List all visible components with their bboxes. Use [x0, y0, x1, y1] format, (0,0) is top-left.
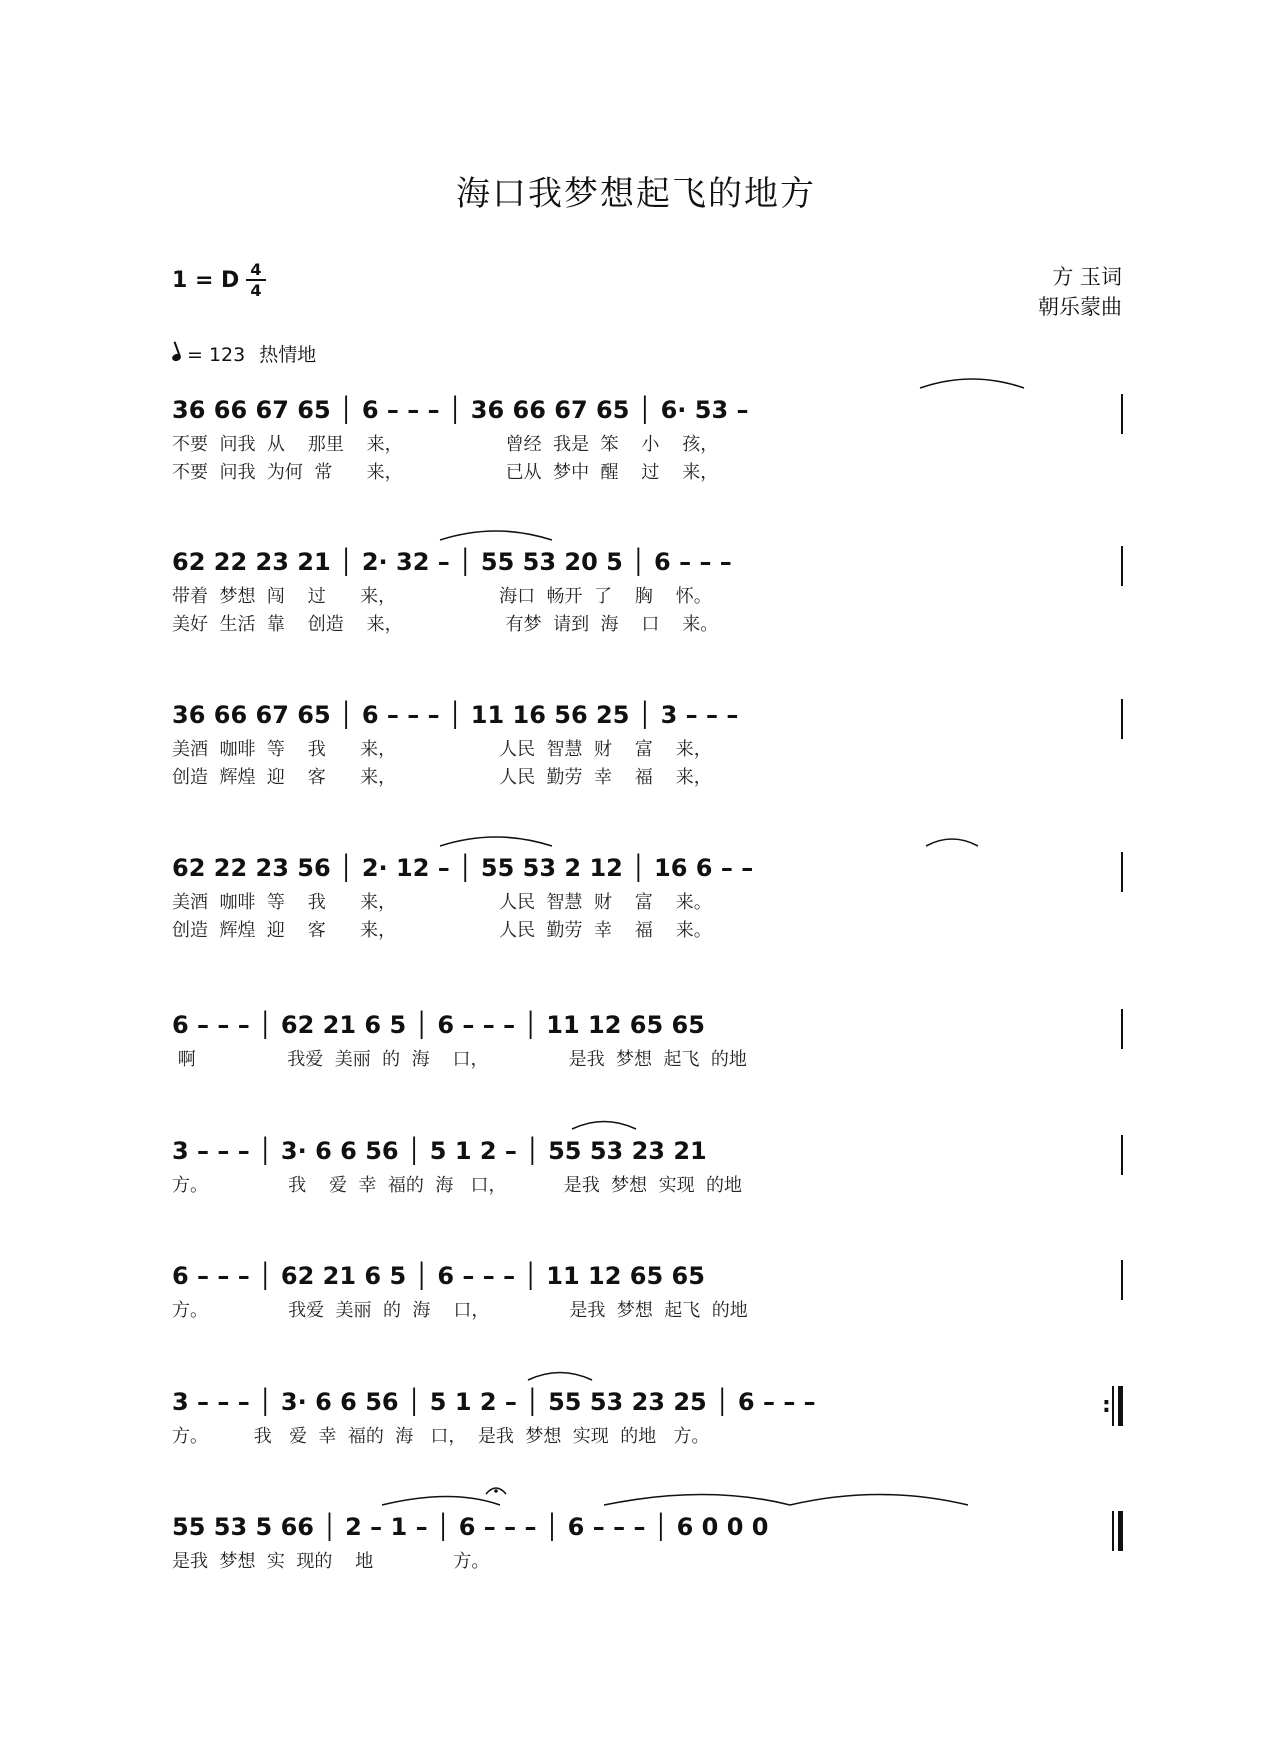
notation-line: 6 – – – │ 62 21 6 5 │ 6 – – – │ 11 12 65 65 [172, 1262, 705, 1290]
slur-mark [920, 379, 1024, 388]
lyric-verse-1: 不要 问我 从 那里 来， 曾经 我是 笨 小 孩， [172, 434, 719, 455]
quarter-note-icon [171, 353, 182, 363]
lyric-verse-2: 创造 辉煌 迎 客 来， 人民 勤劳 幸 福 来， [172, 767, 712, 788]
lyric-line: 啊 我爱 美丽 的 海 口， 是我 梦想 起飞 的地 [172, 1049, 747, 1070]
lyric-verse-2: 美好 生活 靠 创造 来， 有梦 请到 海 口 来。 [172, 614, 719, 635]
lyric-line: 方。 我 爱 幸 福的 海 口， 是我 梦想 实现 的地 方。 [172, 1426, 710, 1447]
barline [1112, 1511, 1114, 1551]
composer-credit: 朝乐蒙曲 [1038, 295, 1122, 319]
barline [1121, 699, 1123, 739]
lyric-line: 方。 我 爱 幸 福的 海 口， 是我 梦想 实现 的地 [172, 1175, 743, 1196]
score-row-8 [172, 1384, 1122, 1514]
barline [1121, 394, 1123, 434]
notation-line: 36 66 67 65 │ 6 – – – │ 11 16 56 25 │ 3 – – – [172, 701, 739, 729]
slur-mark [926, 839, 978, 846]
notation-line: 36 66 67 65 │ 6 – – – │ 36 66 67 65 │ 6· 53 – [172, 396, 749, 424]
notation-line: 62 22 23 21 │ 2· 32 – │ 55 53 20 5 │ 6 – – – [172, 548, 732, 576]
notation-line: 6 – – – │ 62 21 6 5 │ 6 – – – │ 11 12 65 65 [172, 1011, 705, 1039]
lyric-verse-2: 不要 问我 为何 常 来， 已从 梦中 醒 过 来， [172, 462, 719, 483]
time-signature-bottom: 4 [250, 281, 262, 300]
notation-line: 3 – – – │ 3· 6 6 56 │ 5 1 2 – │ 55 53 23 21 [172, 1137, 707, 1165]
score-row-5 [172, 1007, 1122, 1137]
lyric-verse-2: 创造 辉煌 迎 客 来， 人民 勤劳 幸 福 来。 [172, 920, 712, 941]
notation-line: 62 22 23 56 │ 2· 12 – │ 55 53 2 12 │ 16 6 – – [172, 854, 754, 882]
score-row-4 [172, 850, 1122, 980]
time-signature-top: 4 [250, 260, 262, 279]
score-row-1 [172, 392, 1122, 522]
slur-mark [440, 531, 552, 540]
score-row-6 [172, 1133, 1122, 1263]
lyric-verse-1: 带着 梦想 闯 过 来， 海口 畅开 了 胸 怀。 [172, 586, 712, 607]
barline [1121, 546, 1123, 586]
barline [1121, 1009, 1123, 1049]
barline [1112, 1386, 1114, 1426]
repeat-barline [1118, 1386, 1123, 1426]
score-row-3 [172, 697, 1122, 827]
final-barline [1118, 1511, 1123, 1551]
time-signature [246, 262, 266, 298]
credits [1038, 262, 1122, 322]
tempo-marking [172, 340, 316, 367]
lyric-line: 方。 我爱 美丽 的 海 口， 是我 梦想 起飞 的地 [172, 1300, 748, 1321]
score-row-2 [172, 544, 1122, 674]
slur-mark [440, 837, 552, 846]
page-title: 海口我梦想起飞的地方 [456, 174, 816, 214]
repeat-sign: : [1102, 1393, 1111, 1418]
score-row-7 [172, 1258, 1122, 1388]
barline [1121, 1135, 1123, 1175]
lyric-line: 是我 梦想 实 现的 地 方。 [172, 1551, 490, 1572]
lyric-verse-1: 美酒 咖啡 等 我 来， 人民 智慧 财 富 来。 [172, 892, 712, 913]
lyric-verse-1: 美酒 咖啡 等 我 来， 人民 智慧 财 富 来， [172, 739, 712, 760]
notation-line: 3 – – – │ 3· 6 6 56 │ 5 1 2 – │ 55 53 23 25 │ 6 – – – [172, 1388, 816, 1416]
barline [1121, 852, 1123, 892]
tempo-value: = 123 [187, 344, 246, 366]
barline [1121, 1260, 1123, 1300]
notation-line: 55 53 5 66 │ 2 – 1 – │ 6 – – – │ 6 – – – │ 6 0 0 0 [172, 1513, 769, 1541]
tempo-expression: 热情地 [259, 344, 317, 366]
key-signature: 1 = D [172, 268, 240, 293]
score-row-9 [172, 1509, 1122, 1639]
lyricist-credit: 方 玉词 [1052, 265, 1122, 289]
